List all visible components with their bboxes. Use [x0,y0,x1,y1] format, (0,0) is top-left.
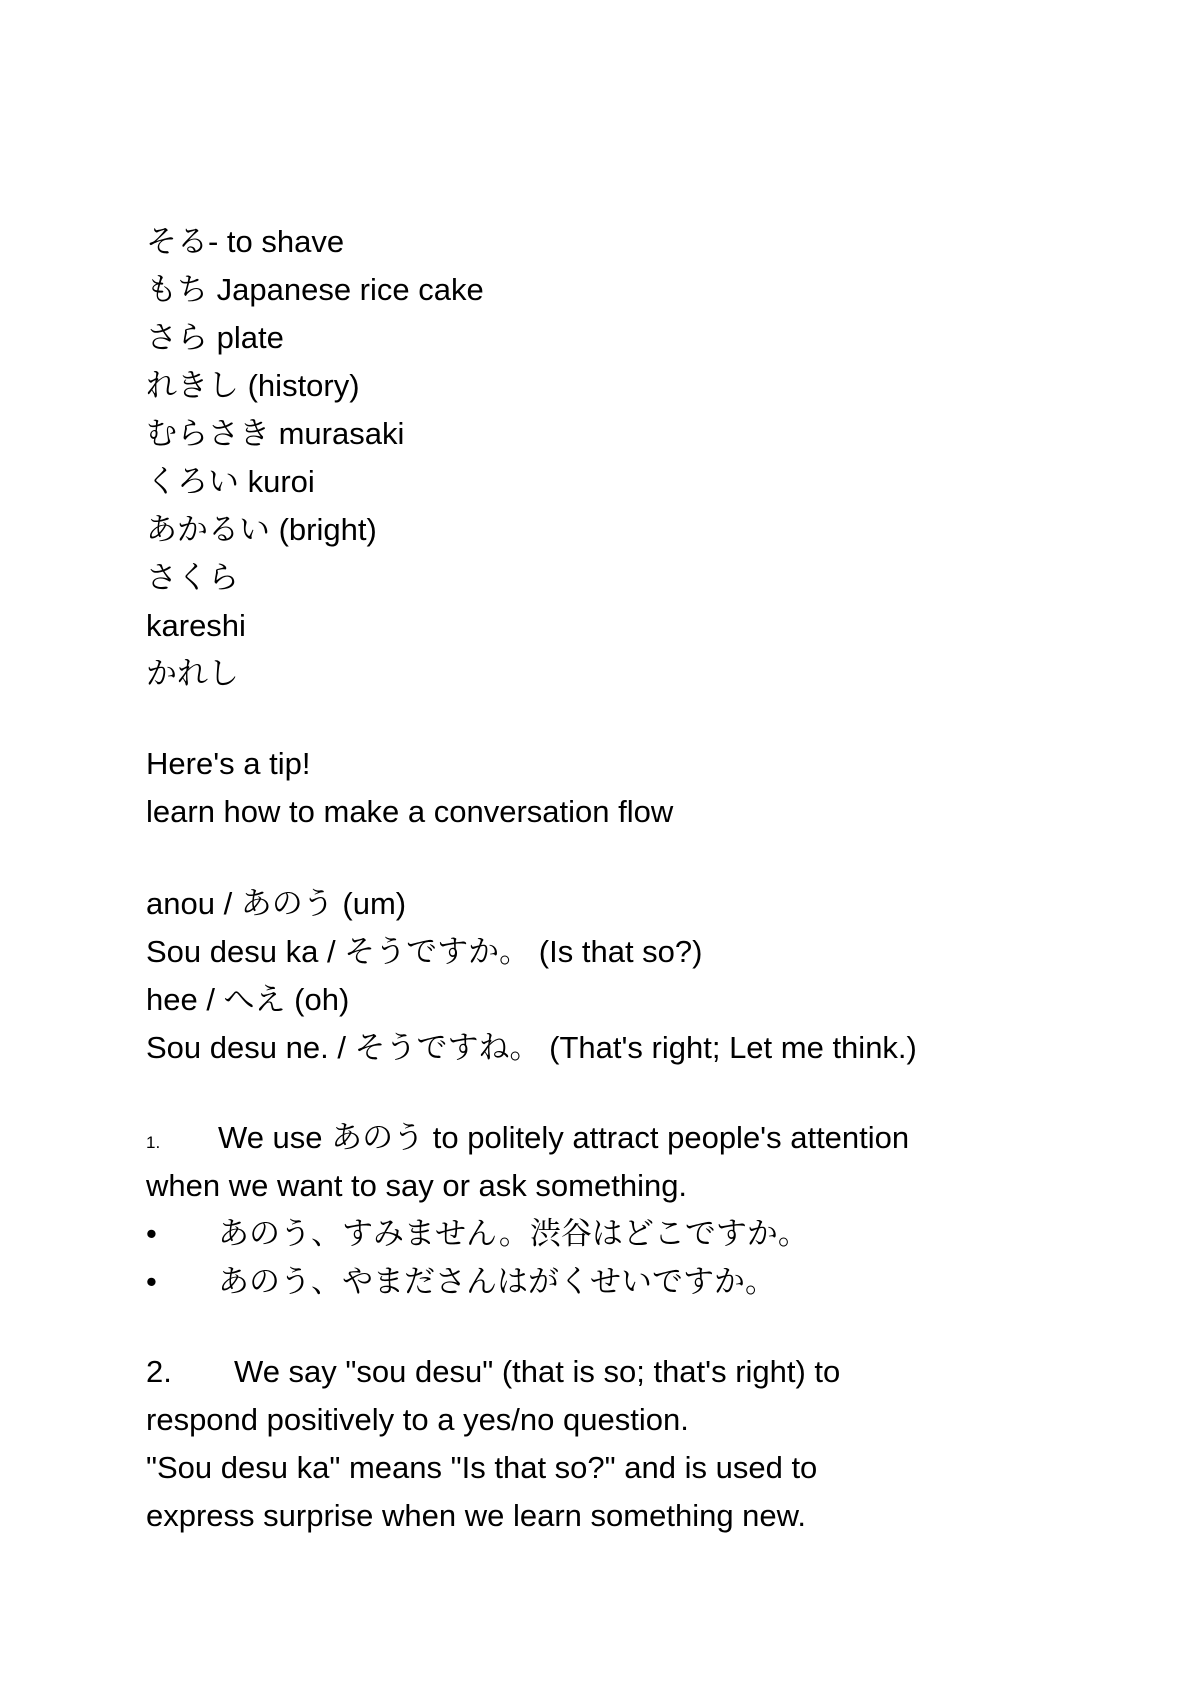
point-1-number: 1. [146,1133,161,1152]
vocab-item: そる- to shave [146,224,345,259]
point-2-line-4: express surprise when we learn something new. [146,1498,806,1533]
example-item [146,1210,1106,1258]
phrase-list [146,880,1106,1072]
vocab-item: むらさき murasaki [146,416,405,451]
point-1-text-1: We use あのう to politely attract people's attention [218,1120,910,1155]
phrase-item: anou / あのう (um) [146,886,407,921]
vocab-item: さら plate [146,320,284,355]
tip-subheading: learn how to make a conversation flow [146,794,674,829]
vocab-item: kareshi [146,608,246,643]
point-2-text-1: We say "sou desu" (that is so; that's right) to [234,1354,841,1389]
point-2-line-3: "Sou desu ka" means "Is that so?" and is used to [146,1450,818,1485]
phrase-item: Sou desu ne. / そうですね。 (That's right; Let me think.) [146,1030,917,1065]
vocab-item: もち Japanese rice cake [146,272,484,307]
example-text: あのう、すみません。渋谷はどこですか。 [218,1216,809,1251]
example-text: あのう、やまださんはがくせいですか。 [218,1264,776,1299]
phrase-item: Sou desu ka / そうですか。 (Is that so?) [146,934,703,969]
point-2-line-2: respond positively to a yes/no question. [146,1402,689,1437]
phrase-item: hee / へえ (oh) [146,982,350,1017]
vocab-item: あかるい (bright) [146,512,377,547]
vocab-item: れきし (history) [146,368,360,403]
bullet-icon: • [146,1264,157,1299]
vocab-item: かれし [146,656,239,691]
note-point-2 [146,1348,1106,1540]
point-1-line-2: when we want to say or ask something. [146,1168,688,1203]
note-point-1 [146,1114,1106,1306]
vocab-item: くろい kuroi [146,464,315,499]
point-1-line-1 [146,1114,1106,1162]
example-item [146,1258,1106,1306]
vocab-item: さくら [146,560,239,595]
vocabulary-list [146,218,1106,698]
point-2-number: 2. [146,1354,172,1389]
point-2-line-1 [146,1348,1106,1396]
tip-heading: Here's a tip! [146,746,311,781]
tip-section [146,740,1106,836]
bullet-icon: • [146,1216,157,1251]
